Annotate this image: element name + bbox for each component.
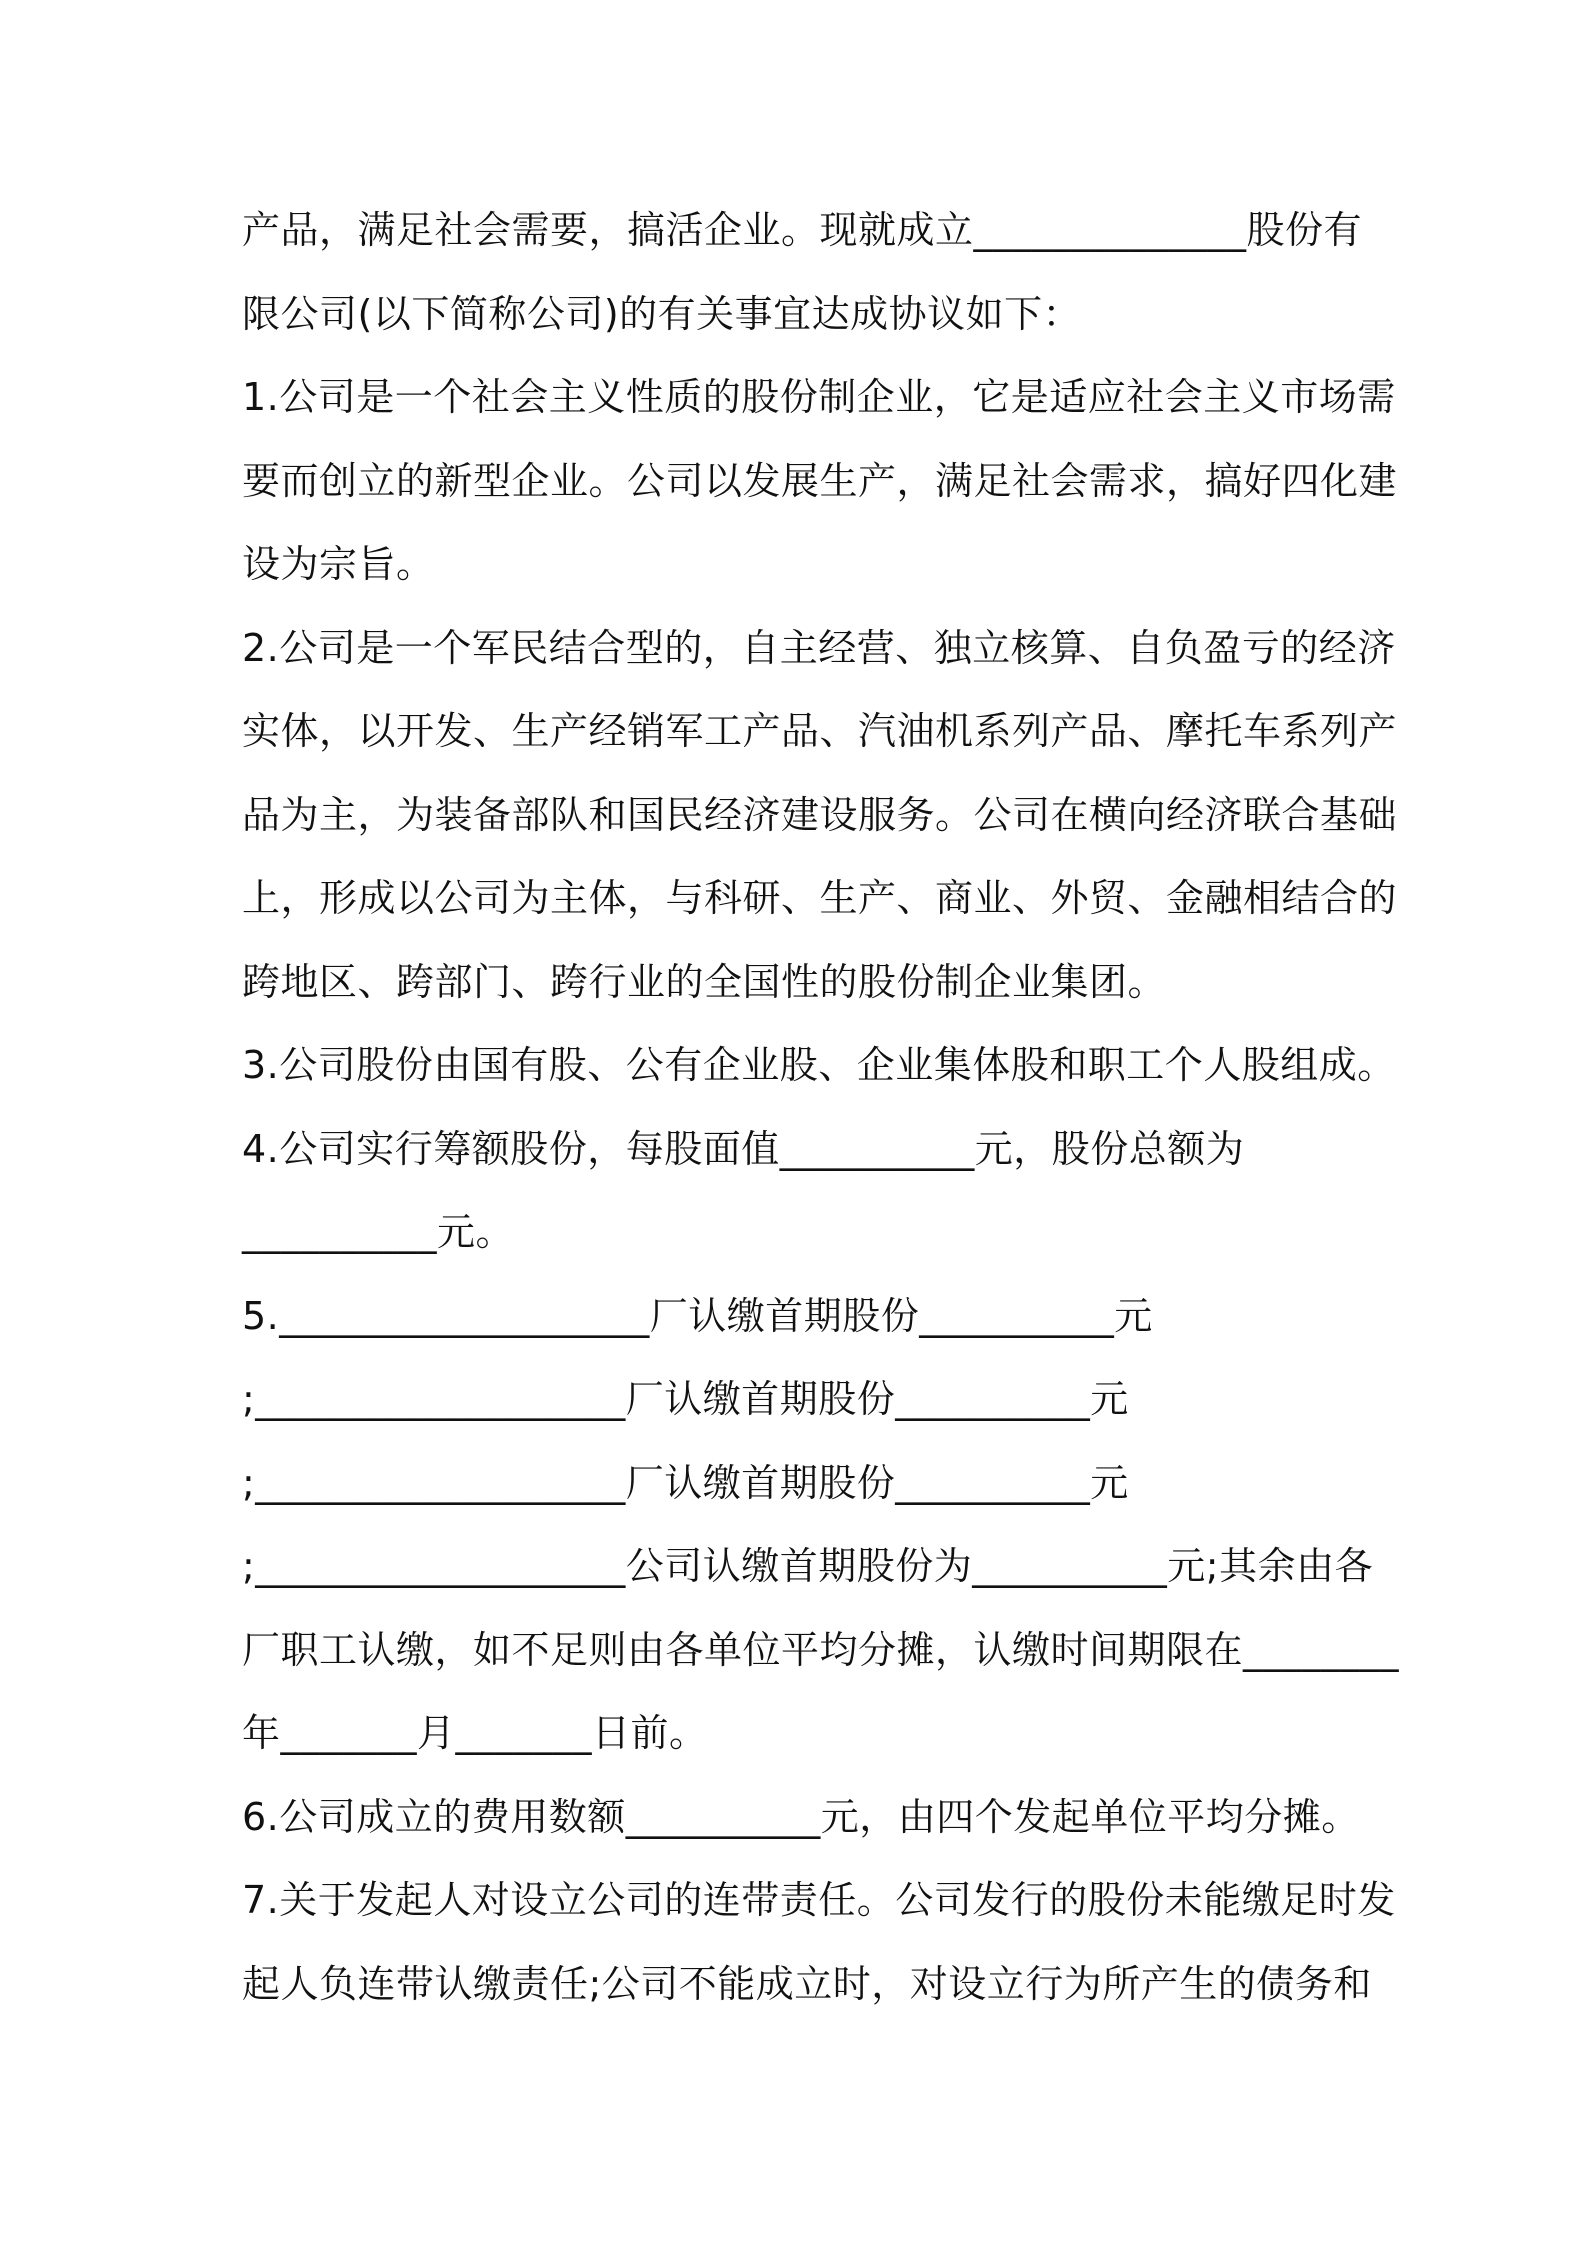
text-line: 要而创立的新型企业。公司以发展生产，满足社会需求，搞好四化建 <box>242 458 1398 503</box>
text-line: 2.公司是一个军民结合型的，自主经营、独立核算、自负盈亏的经济 <box>242 625 1396 670</box>
text-line: 品为主，为装备部队和国民经济建设服务。公司在横向经济联合基础 <box>242 792 1398 837</box>
text-line: 限公司(以下简称公司)的有关事宜达成协议如下： <box>242 291 1082 336</box>
text-line: 产品，满足社会需要，搞活企业。现就成立______________股份有 <box>242 208 1363 252</box>
text-line: 上，形成以公司为主体，与科研、生产、商业、外贸、金融相结合的 <box>242 876 1398 920</box>
text-line: 6.公司成立的费用数额__________元，由四个发起单位平均分摊。 <box>242 1794 1360 1839</box>
text-line: 厂职工认缴，如不足则由各单位平均分摊，认缴时间期限在________ <box>242 1627 1400 1672</box>
text-line: 5.___________________厂认缴首期股份__________元 <box>242 1293 1153 1338</box>
text-line: ;___________________公司认缴首期股份为__________元;其余由各 <box>242 1544 1374 1588</box>
text-line: __________元。 <box>242 1210 515 1254</box>
text-line: 设为宗旨。 <box>242 542 435 586</box>
text-line: 7.关于发起人对设立公司的连带责任。公司发行的股份未能缴足时发 <box>242 1878 1396 1922</box>
text-line: ;___________________厂认缴首期股份__________元 <box>242 1377 1129 1421</box>
text-line: 3.公司股份由国有股、公有企业股、企业集体股和职工个人股组成。 <box>242 1043 1396 1087</box>
text-line: 实体，以开发、生产经销军工产品、汽油机系列产品、摩托车系列产 <box>242 709 1398 753</box>
text-line: 起人负连带认缴责任;公司不能成立时，对设立行为所产生的债务和 <box>242 1961 1372 2006</box>
text-line: 4.公司实行筹额股份，每股面值__________元，股份总额为 <box>242 1126 1245 1171</box>
document-body <box>242 200 1400 2037</box>
text-line: 跨地区、跨部门、跨行业的全国性的股份制企业集团。 <box>242 959 1167 1004</box>
text-line: ;___________________厂认缴首期股份__________元 <box>242 1460 1129 1505</box>
text-line: 年_______月_______日前。 <box>242 1711 708 1755</box>
text-line: 1.公司是一个社会主义性质的股份制企业，它是适应社会主义市场需 <box>242 375 1396 419</box>
